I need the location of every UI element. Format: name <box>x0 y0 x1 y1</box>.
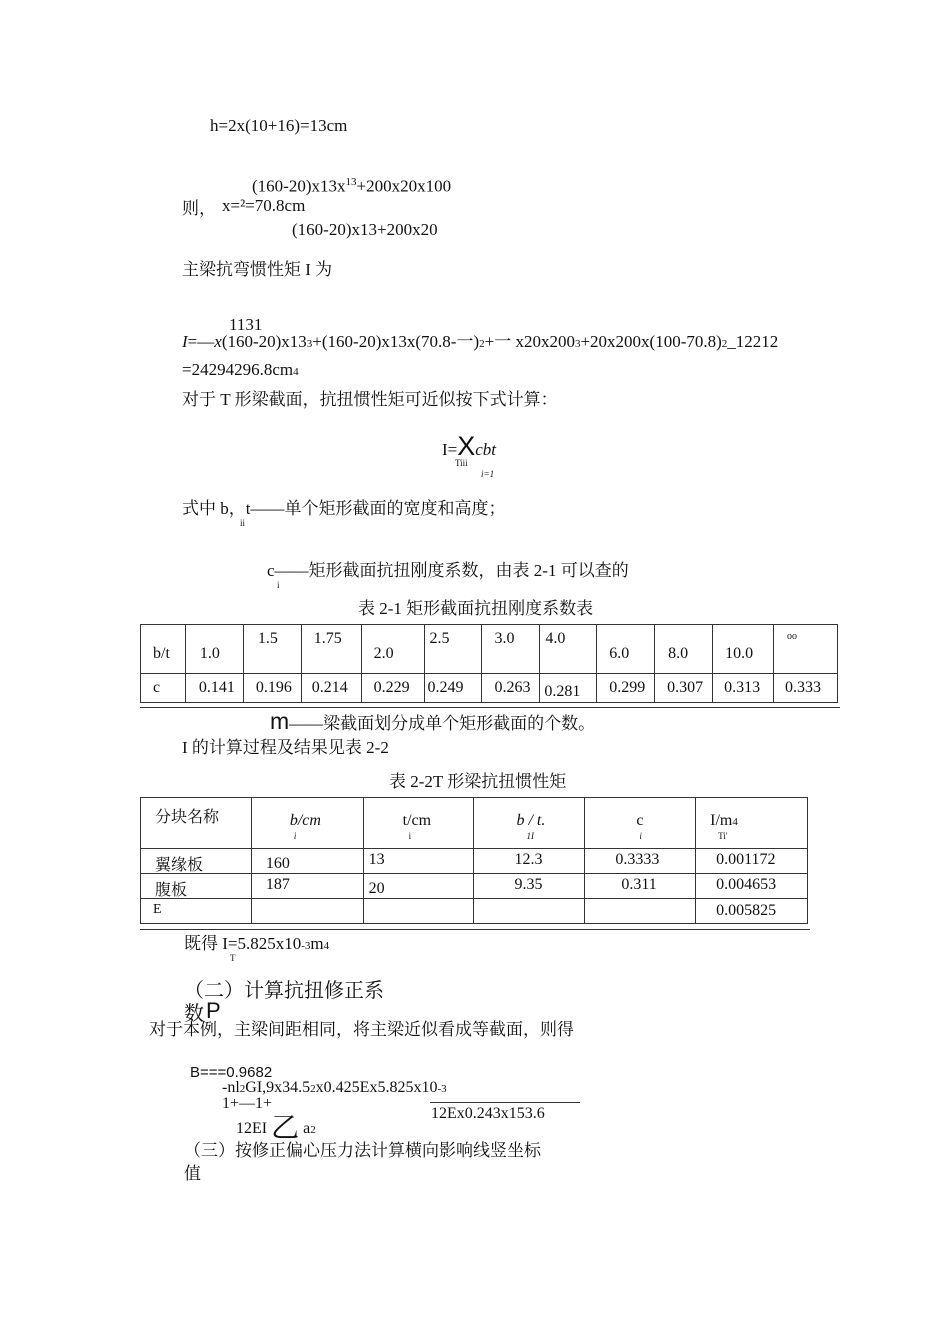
section3-title: （三）按修正偏心压力法计算横向影响线竖坐标 <box>184 1141 541 1160</box>
table2-caption: 表 2-2T 形梁抗扭惯性矩 <box>389 772 567 791</box>
x-numerator-a: (160-20)x13x <box>252 176 346 196</box>
table1-data-cell <box>185 674 243 703</box>
table1-header-cell <box>141 625 186 674</box>
table2-header-bt: b / t. <box>516 812 546 829</box>
h-formula: h=2x(10+16)=13cm <box>210 116 348 135</box>
table1-header-cell <box>540 625 597 674</box>
table2-cell <box>696 849 808 874</box>
I-formula-a: =— <box>187 332 215 351</box>
table2-header-bt-sub: 1I <box>526 831 534 841</box>
B-line3 <box>236 1114 316 1142</box>
table2-header-cell <box>696 798 808 849</box>
table1-data-cell <box>243 674 301 703</box>
table1-bottom-rule <box>140 707 840 708</box>
I-formula-x: x <box>214 332 222 351</box>
table1-header-cell <box>482 625 540 674</box>
torsion-sub-i1: i=1 <box>481 469 495 479</box>
table1-row-value: 0.281 <box>544 683 581 700</box>
table1-header-value: 10.0 <box>725 645 754 662</box>
table2-row <box>141 874 808 899</box>
IT-result-sub: T <box>230 953 236 963</box>
table2-header-cell <box>141 798 252 849</box>
I-sub3a: 3 <box>306 338 313 350</box>
IT-result-sup: 4 <box>323 940 330 952</box>
table2-cell <box>363 874 474 899</box>
table2-header-I-sub: Ti' <box>718 831 728 841</box>
table2-bottom-rule <box>140 929 810 930</box>
section3-title-cont: 值 <box>184 1164 201 1183</box>
table1-data-cell <box>540 674 597 703</box>
x-denominator: (160-20)x13+200x20 <box>292 220 438 239</box>
table2-cell <box>585 849 696 874</box>
torsion-intro: 对于 T 形梁截面，抗扭惯性矩可近似按下式计算： <box>182 390 558 409</box>
I-formula-lead: I <box>182 332 188 351</box>
I-formula-f: _12212 <box>727 332 779 351</box>
table2-cell <box>474 899 585 924</box>
table1-header-cell <box>361 625 424 674</box>
where-b-t: 式中 b，t——单个矩形截面的宽度和高度； <box>182 499 506 518</box>
x-numerator <box>252 177 451 195</box>
where-sub-i: i <box>277 580 280 590</box>
table1-data-cell <box>773 674 837 703</box>
table1-data-cell <box>301 674 361 703</box>
table1-row-value: 0.313 <box>724 679 761 696</box>
table1-header-value: 4.0 <box>545 630 566 647</box>
B-line1-sub2b: 2 <box>310 1083 316 1095</box>
table1-data-cell <box>361 674 424 703</box>
torsion-sub-Tiii: Tiii <box>455 458 468 468</box>
table2-cell <box>251 899 363 924</box>
I-formula-b: (160-20)x13 <box>221 332 307 351</box>
table1-header-value: oo <box>786 631 797 642</box>
table2-header-b: b/cm <box>289 812 321 829</box>
B-fraction-bar <box>430 1102 580 1103</box>
table2-cell <box>141 849 252 874</box>
x-formula: x=²=70.8cm <box>222 196 306 215</box>
table2-header-row <box>141 798 808 849</box>
table2-sum-label: E <box>153 902 162 917</box>
table1-row-value: 0.214 <box>311 679 348 696</box>
table1-header-value: 6.0 <box>609 645 630 662</box>
table2-row-c: 0.3333 <box>615 851 660 868</box>
table1-header-cell <box>713 625 774 674</box>
table1-header-cell <box>597 625 655 674</box>
table1-header-label: b/t <box>153 645 170 662</box>
IT-result-b: m <box>310 934 324 953</box>
table2-cell <box>251 849 363 874</box>
table1-row-value: 0.141 <box>198 679 235 696</box>
table2-cell <box>363 849 474 874</box>
table2-cell <box>696 874 808 899</box>
table2-cell <box>585 874 696 899</box>
table1-header-value: 2.5 <box>429 630 450 647</box>
B-line3-sigma: 乙 <box>271 1112 300 1143</box>
table1-row-value: 0.263 <box>494 679 531 696</box>
table2-row-b: 160 <box>265 855 290 872</box>
table1-header-row <box>141 625 838 674</box>
B-formula: B===0.9682 <box>190 1064 273 1081</box>
B-line3-b: a <box>303 1120 311 1137</box>
section2-intro: 对于本例，主梁间距相同，将主梁近似看成等截面，则得 <box>149 1020 574 1039</box>
table1-header-cell <box>301 625 361 674</box>
table2-row-c: 0.311 <box>621 876 657 893</box>
m-desc: ——梁截面划分成单个矩形截面的个数。 <box>289 714 596 733</box>
table2-row-I: 0.001172 <box>716 851 776 868</box>
m-big: m <box>270 708 290 734</box>
B-line1 <box>222 1080 447 1096</box>
x-numerator-sup: 13 <box>345 176 357 188</box>
table1-row-value: 0.299 <box>609 679 646 696</box>
table2-header-t: t/cm <box>402 812 432 829</box>
table2-row <box>141 849 808 874</box>
torsion-formula <box>442 433 496 460</box>
torsion-inertia-table <box>140 797 808 924</box>
table2-header-I-label: I/m <box>710 812 733 829</box>
table2-header-cell <box>251 798 363 849</box>
torsion-stiffness-table <box>140 624 838 703</box>
table2-cell <box>141 899 252 924</box>
table1-header-cell <box>424 625 482 674</box>
table2-cell <box>696 899 808 924</box>
table2-header-I <box>710 812 738 830</box>
table1-row-label: c <box>153 679 161 696</box>
table2-cell <box>363 899 474 924</box>
I-result-sup: 4 <box>293 366 299 378</box>
table1-header-value: 1.0 <box>199 645 220 662</box>
table2-row-b: 187 <box>265 876 290 893</box>
table2-cell <box>474 874 585 899</box>
table1-header-value: 8.0 <box>668 645 689 662</box>
I-formula-c: +(160-20)x13x(70.8-一) <box>312 332 480 351</box>
table2-header-I-sup: 4 <box>732 816 738 828</box>
table1-row-value: 0.307 <box>667 679 704 696</box>
table1-row-value: 0.229 <box>373 679 410 696</box>
I-sub2a: 2 <box>479 338 485 350</box>
where-sub-ii: ii <box>240 518 246 528</box>
table1-header-value: 2.0 <box>373 645 394 662</box>
table2-cell <box>251 874 363 899</box>
table1-header-cell <box>185 625 243 674</box>
table2-sum-row <box>141 899 808 924</box>
table2-row-t: 20 <box>368 880 385 897</box>
inertia-heading: 主梁抗弯惯性矩 I 为 <box>182 260 333 279</box>
table1-data-cell <box>141 674 186 703</box>
table1-data-row <box>141 674 838 703</box>
table1-header-cell <box>773 625 837 674</box>
section2-title-cont: 数 <box>184 1003 204 1025</box>
table2-row-I: 0.004653 <box>716 876 777 893</box>
table1-data-cell <box>597 674 655 703</box>
table1-row-value: 0.333 <box>784 679 821 696</box>
table2-cell <box>141 874 252 899</box>
table2-header-name: 分块名称 <box>155 809 220 826</box>
I-formula-e: +20x200x(100-70.8) <box>580 332 722 351</box>
IT-result-a: 既得 I=5.825x10 <box>184 934 302 953</box>
table2-cell <box>474 849 585 874</box>
I-fraction-top: 1131 <box>229 315 263 334</box>
table2-header-t-sub: i <box>408 831 412 841</box>
table2-sum-value: 0.005825 <box>716 902 777 919</box>
table2-row-name: 腹板 <box>155 882 188 899</box>
IT-result <box>184 935 329 952</box>
I-formula-d: +一 x20x200 <box>484 332 575 351</box>
table2-row-bt: 9.35 <box>514 876 543 893</box>
x-numerator-b: +200x20x100 <box>356 176 452 196</box>
table2-row-name: 翼缘板 <box>155 857 204 874</box>
B-line1-b: GI,9x34.5 <box>245 1079 311 1096</box>
section2-title: （二）计算抗扭修正系 <box>184 980 384 1002</box>
m-line <box>270 710 595 733</box>
table1-data-cell <box>482 674 540 703</box>
B-line1-a: -nl <box>222 1079 240 1096</box>
table2-header-c-sub: i <box>639 831 642 841</box>
torsion-formula-I: I= <box>442 440 458 459</box>
table2-header-cell <box>474 798 585 849</box>
table1-row-value: 0.196 <box>255 679 292 696</box>
I-formula <box>182 333 778 350</box>
table1-header-cell <box>655 625 713 674</box>
table2-header-c: c <box>636 812 644 829</box>
torsion-formula-cbt: cbt <box>475 440 497 459</box>
table1-data-cell <box>655 674 713 703</box>
table1-header-value: 3.0 <box>494 630 515 647</box>
B-denominator-right: 12Ex0.243x153.6 <box>431 1105 545 1122</box>
IT-result-exp: -3 <box>301 940 311 952</box>
B-line1-sub2: 2 <box>239 1083 246 1095</box>
table1-header-cell <box>243 625 301 674</box>
B-line1-c: x0.425Ex5.825x10 <box>315 1079 438 1096</box>
beta-symbol: P <box>206 998 221 1023</box>
I-result-value: =24294296.8cm <box>182 360 294 379</box>
I-calc-note: I 的计算过程及结果见表 2-2 <box>182 738 389 757</box>
I-sub3b: 3 <box>574 338 581 350</box>
table1-header-value: 1.75 <box>313 630 342 647</box>
torsion-formula-X: X <box>457 431 476 461</box>
where-c: c——矩形截面抗扭刚度系数，由表 2-1 可以查的 <box>267 561 629 580</box>
table1-header-value: 1.5 <box>257 630 278 647</box>
table2-row-bt: 12.3 <box>514 851 543 868</box>
I-result <box>182 361 299 378</box>
table1-data-cell <box>713 674 774 703</box>
table1-caption: 表 2-1 矩形截面抗扭刚度系数表 <box>358 599 594 618</box>
table2-header-cell <box>585 798 696 849</box>
B-line1-exp: -3 <box>437 1083 447 1095</box>
table1-data-cell <box>424 674 482 703</box>
table2-cell <box>585 899 696 924</box>
table1-row-value: 0.249 <box>427 679 464 696</box>
B-line3-a: 12EI <box>236 1120 268 1137</box>
table2-row-t: 13 <box>368 851 385 868</box>
I-sub2b: 2 <box>721 338 728 350</box>
x-prefix: 则， <box>182 199 216 218</box>
table2-header-b-sub: i <box>293 831 297 841</box>
B-line3-sub2: 2 <box>310 1124 316 1136</box>
B-line2: 1+—1+ <box>222 1095 273 1112</box>
table2-header-cell <box>363 798 474 849</box>
